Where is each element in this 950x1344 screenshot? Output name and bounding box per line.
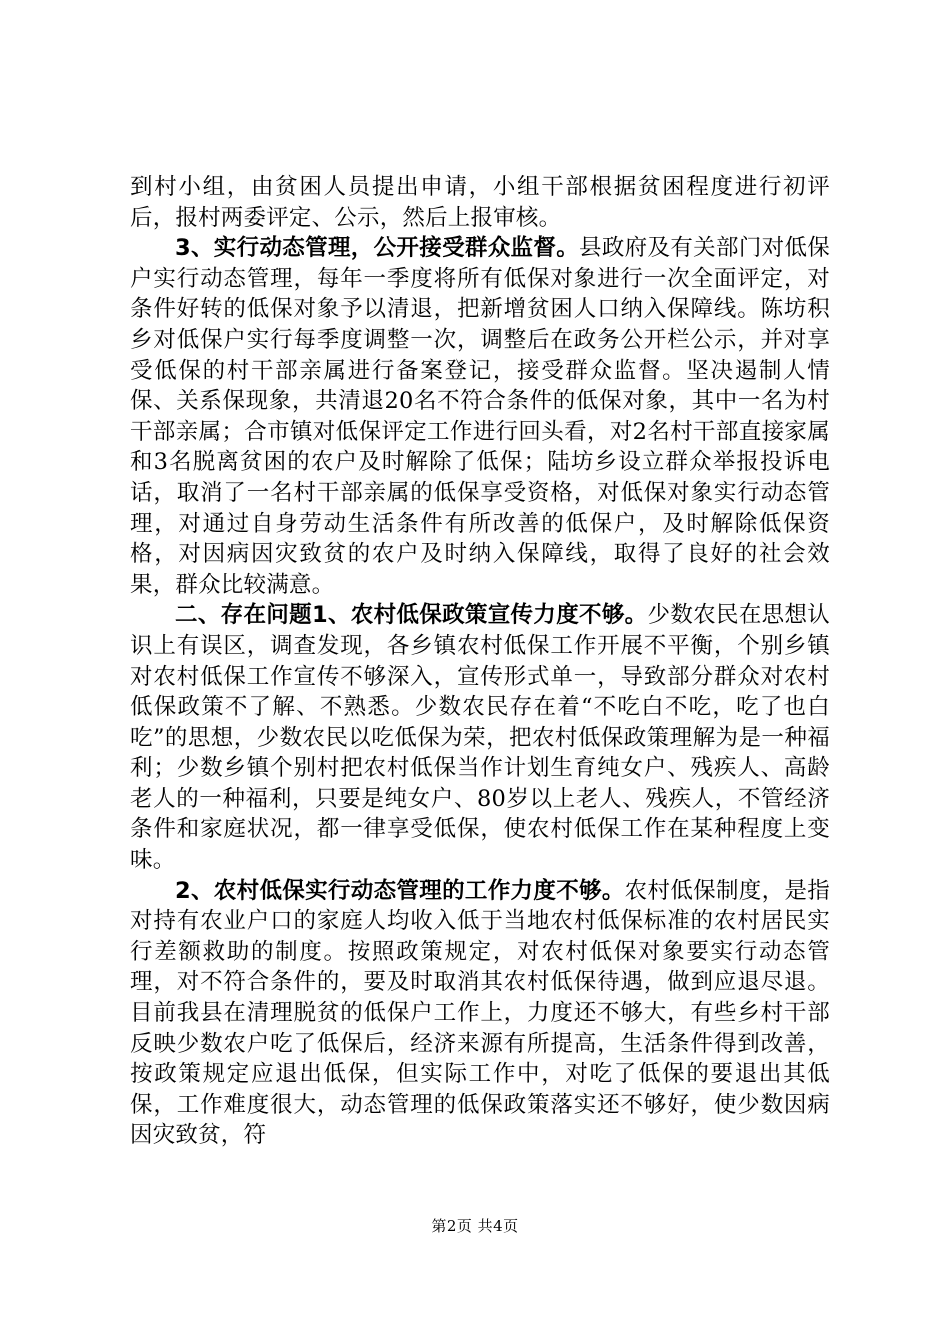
- paragraph-management-strength: [130, 876, 830, 1151]
- paragraph-continuation: [130, 172, 830, 233]
- paragraph-text: 到村小组，由贫困人员提出申请，小组干部根据贫困程度进行初评后，报村两委评定、公示，然后上报审核。: [130, 174, 830, 231]
- paragraph-existing-problems: [130, 600, 830, 875]
- paragraph-text: 少数农民在思想认识上有误区，调查发现，各乡镇农村低保工作开展不平衡，个别乡镇对农村低保工作宣传不够深入，宣传形式单一，导致部分群众对农村低保政策不了解、不熟悉。少数农民存在着“不吃白不吃，吃了也白吃”的思想，少数农民以吃低保为荣，把农村低保政策理解为是一种福利；少数乡镇个别村把农村低保当作计划生育纯女户、残疾人、高龄老人的一种福利，只要是纯女户、80岁以上老人、残疾人，不管经济条件和家庭状况，都一律享受低保，使农村低保工作在某种程度上变味。: [130, 602, 830, 874]
- paragraph-dynamic-management: [130, 233, 830, 600]
- page-number-label: 第2页 共4页: [431, 1217, 519, 1235]
- paragraph-text: 农村低保制度，是指对持有农业户口的家庭人均收入低于当地农村低保标准的农村居民实行差额救助的制度。按照政策规定，对农村低保对象要实行动态管理，对不符合条件的，要及时取消其农村低保待遇，做到应退尽退。目前我县在清理脱贫的低保户工作上，力度还不够大，有些乡村干部反映少数农户吃了低保后，经济来源有所提高，生活条件得到改善，按政策规定应退出低保，但实际工作中，对吃了低保的要退出其低保，工作难度很大，动态管理的低保政策落实还不够好，使少数因病因灾致贫，符: [130, 877, 830, 1149]
- paragraph-heading: 二、存在问题1、农村低保政策宣传力度不够。: [175, 602, 648, 629]
- page-footer: [0, 1216, 950, 1236]
- document-body: [130, 172, 830, 1151]
- paragraph-heading: 3、实行动态管理，公开接受群众监督。: [175, 235, 580, 262]
- paragraph-text: 县政府及有关部门对低保户实行动态管理，每年一季度将所有低保对象进行一次全面评定，对条件好转的低保对象予以清退，把新增贫困人口纳入保障线。陈坊积乡对低保户实行每季度调整一次，调整后在政务公开栏公示，并对享受低保的村干部亲属进行备案登记，接受群众监督。坚决遏制人情保、关系保现象，共清退20名不符合条件的低保对象，其中一名为村干部亲属；合市镇对低保评定工作进行回头看，对2名村干部直接家属和3名脱离贫困的农户及时解除了低保；陆坊乡设立群众举报投诉电话，取消了一名村干部亲属的低保享受资格，对低保对象实行动态管理，对通过自身劳动生活条件有所改善的低保户，及时解除低保资格，对因病因灾致贫的农户及时纳入保障线，取得了良好的社会效果，群众比较满意。: [130, 235, 830, 598]
- paragraph-heading: 2、农村低保实行动态管理的工作力度不够。: [175, 877, 625, 904]
